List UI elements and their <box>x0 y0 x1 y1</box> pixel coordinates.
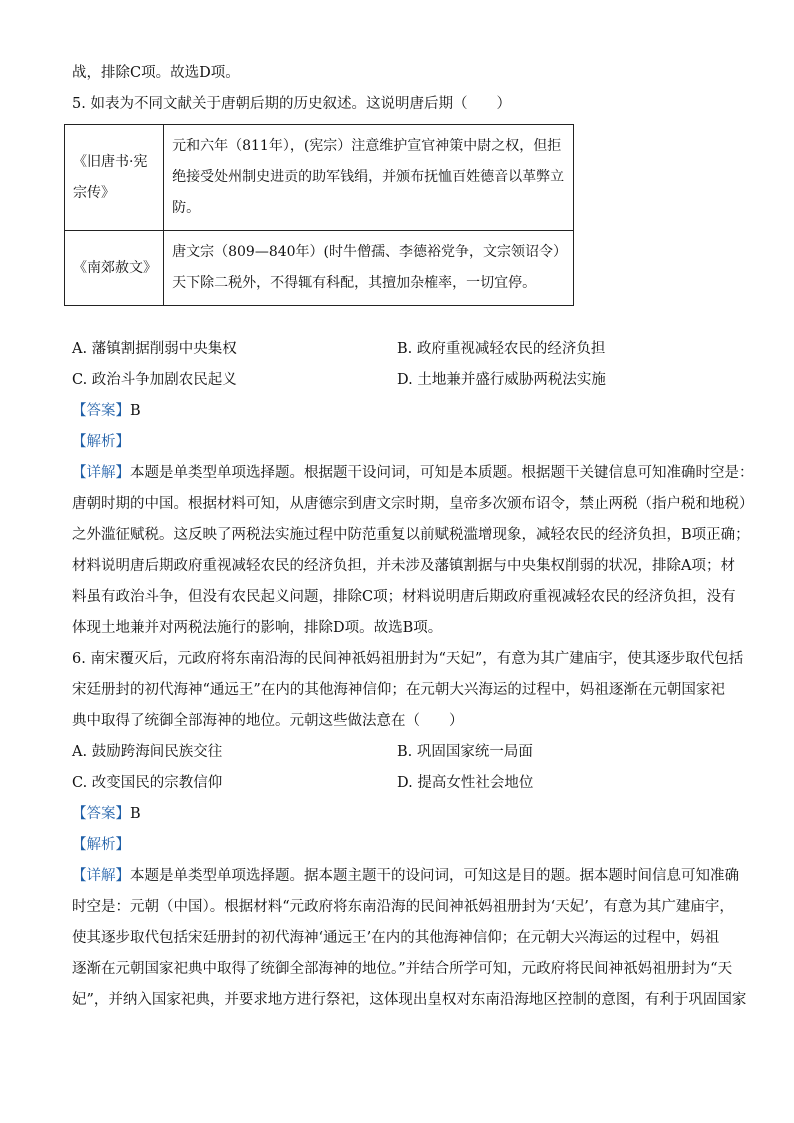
detail-tag: 【详解】 <box>72 465 130 481</box>
option-c: C. 政治斗争加剧农民起义 <box>72 372 237 388</box>
question-6-analysis-tag: 【解析】 <box>72 837 130 853</box>
previous-answer-tail: 战，排除C项。故选D项。 <box>72 65 240 81</box>
answer-tag: 【答案】 <box>72 403 130 419</box>
table-source-cell: 《南郊赦文》 <box>65 231 164 306</box>
option-b: B. 巩固国家统一局面 <box>397 744 533 760</box>
option-a: A. 藩镇割据削弱中央集权 <box>72 341 237 357</box>
question-5-answer <box>72 396 722 427</box>
option-c: C. 改变国民的宗教信仰 <box>72 775 223 791</box>
question-6-stem: 6. 南宋覆灭后，元政府将东南沿海的民间神祇妈祖册封为“天妃”，有意为其广建庙宇，使其逐步取代包括 宋廷册封的初代海神“通远王”在内的其他海神信仰；在元朝大兴海运的过程中，妈祖逐渐在元朝国家祀 典中取得了统御全部海神的地位。元朝这些做法意在（ ） <box>72 651 744 729</box>
detail-tag: 【详解】 <box>72 868 130 884</box>
question-5-analysis-tag: 【解析】 <box>72 434 130 450</box>
question-5-stem: 5. 如表为不同文献关于唐朝后期的历史叙述。这说明唐后期（ ） <box>72 96 511 112</box>
document-page <box>72 58 754 1016</box>
question-5-detail: 【详解】本题是单类型单项选择题。根据题干设问词，可知是本质题。根据题干关键信息可知准确时空是： 唐朝时期的中国。根据材料可知，从唐德宗到唐文宗时期，皇帝多次颁布诏令，禁止两税（指户税和地税） 之外滥征赋税。这反映了两税法实施过程中防范重复以前赋税滥增现象，减轻农民的经济负担，B项正确； 材料说明唐后期政府重视减轻农民的经济负担，并未涉及藩镇割据与中央集权削弱的状况，排除A项；材 料虽有政治斗争，但没有农民起义问题，排除C项；材料说明唐后期政府重视减轻农民的经济负担，没有 体现土地兼并对两税法施行的影响，排除D项。故选B项。 <box>72 465 754 636</box>
option-a: A. 鼓励跨海间民族交往 <box>72 744 223 760</box>
table-content-cell: 元和六年（811年），(宪宗）注意维护宣官神策中尉之权，但拒 绝接受处州制史进贡的助军钱绢，并颁布抚恤百姓德音以革弊立 防。 <box>164 125 574 231</box>
question-6-options <box>72 737 722 799</box>
answer-value: B <box>130 403 141 419</box>
question-6-answer <box>72 799 722 830</box>
table-content-cell: 唐文宗（809—840年）(时牛僧孺、李德裕党争，文宗领诏令） 天下除二税外，不得辄有科配，其擅加杂榷率，一切宜停。 <box>164 231 574 306</box>
question-5-options <box>72 334 722 396</box>
answer-value: B <box>130 806 141 822</box>
question-6-detail: 【详解】本题是单类型单项选择题。据本题主题干的设问词，可知这是目的题。据本题时间信息可知准确 时空是：元朝（中国）。根据材料“元政府将东南沿海的民间神祇妈祖册封为‘天妃’，有意为其广建庙宇， 使其逐步取代包括宋廷册封的初代海神‘通远王’在内的其他海神信仰；在元朝大兴海运的过程中，妈祖 逐渐在元朝国家祀典中取得了统御全部海神的地位。”并结合所学可知，元政府将民间神祇妈祖册封为“天 妃”，并纳入国家祀典，并要求地方进行祭祀，这体现出皇权对东南沿海地区控制的意图，有利于巩固国家 <box>72 868 747 1008</box>
answer-tag: 【答案】 <box>72 806 130 822</box>
option-d: D. 提高女性社会地位 <box>397 775 534 791</box>
table-row <box>65 125 574 231</box>
option-d: D. 土地兼并盛行威胁两税法实施 <box>397 372 606 388</box>
table-source-cell: 《旧唐书·宪 宗传》 <box>65 125 164 231</box>
option-b: B. 政府重视减轻农民的经济负担 <box>397 341 606 357</box>
question-5-source-table <box>64 124 574 306</box>
table-row <box>65 231 574 306</box>
